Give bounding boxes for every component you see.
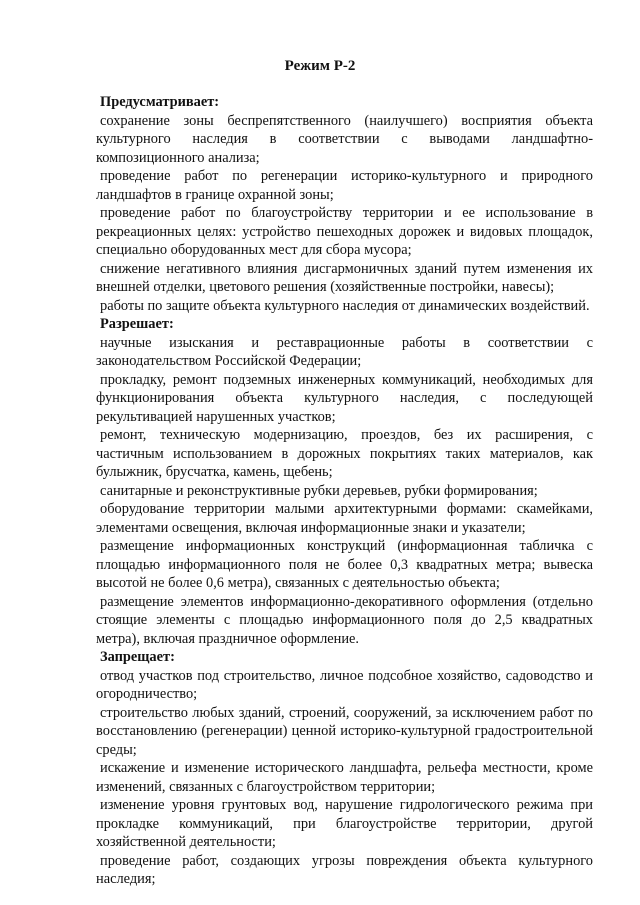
paragraph: строительство любых зданий, строений, сооружений, за исключением работ по восстановлению (регенерации) ценной историко-культурной градостроительной среды; — [96, 704, 593, 758]
paragraph: проведение работ по благоустройству территории и ее использование в рекреационных целях: устройство пешеходных дорожек и видовых площадок, специально оборудованных мест для сбора мусора; — [96, 205, 593, 258]
paragraph: отвод участков под строительство, личное подсобное хозяйство, садоводство и огородничество; — [96, 667, 593, 702]
paragraph: оборудование территории малыми архитектурными формами: скамейками, элементами освещения, включая информационные знаки и указатели; — [96, 501, 593, 536]
paragraph: искажение и изменение исторического ландшафта, рельефа местности, кроме изменений, связанных с благоустройством территории; — [96, 760, 593, 795]
section-heading-provides: Предусматривает: — [100, 94, 220, 110]
paragraph: проведение работ, создающих угрозы повреждения объекта культурного наследия; — [96, 852, 593, 887]
paragraph: сохранение зоны беспрепятственного (наилучшего) восприятия объекта культурного наследия в соответствии с выводами ландшафтно- композиционного анализа; — [96, 112, 593, 166]
paragraph: санитарные и реконструктивные рубки деревьев, рубки формирования; — [100, 482, 538, 499]
section-heading-prohibits: Запрещает: — [100, 649, 175, 665]
paragraph: изменение уровня грунтовых вод, нарушение гидрологического режима при прокладке коммуникаций, при благоустройстве территории, другой хозяйственной деятельности; — [96, 797, 593, 850]
paragraph: проведение работ по регенерации историко-культурного и природного ландшафтов в границе охранной зоны; — [96, 168, 593, 203]
section-heading-allows: Разрешает: — [100, 316, 174, 332]
paragraph: размещение элементов информационно-декоративного оформления (отдельно стоящие элементы с площадью информационного поля до 2,5 квадратных метра), включая праздничное оформление. — [96, 593, 593, 647]
paragraph: снижение негативного влияния дисгармоничных зданий путем изменения их внешней отделки, цветового решения (хозяйственные постройки, навесы); — [96, 260, 593, 295]
page-title: Режим Р-2 — [284, 58, 356, 74]
paragraph: размещение информационных конструкций (информационная табличка с площадью информационного поля не более 0,3 квадратных метра; вывеска высотой не более 0,6 метра), связанных с деятельностью объекта; — [96, 538, 593, 591]
paragraph: научные изыскания и реставрационные работы в соответствии с законодательством Российской Федерации; — [96, 334, 593, 369]
document-body — [96, 93, 593, 889]
paragraph: ремонт, техническую модернизацию, проездов, без их расширения, с частичным использованием в дорожных покрытиях таких материалов, как булыжник, брусчатка, камень, щебень; — [96, 427, 593, 480]
paragraph: работы по защите объекта культурного наследия от динамических воздействий. — [100, 297, 590, 314]
paragraph: прокладку, ремонт подземных инженерных коммуникаций, необходимых для функционирования объекта культурного наследия, с последующей рекультивацией нарушенных участков; — [96, 371, 593, 425]
